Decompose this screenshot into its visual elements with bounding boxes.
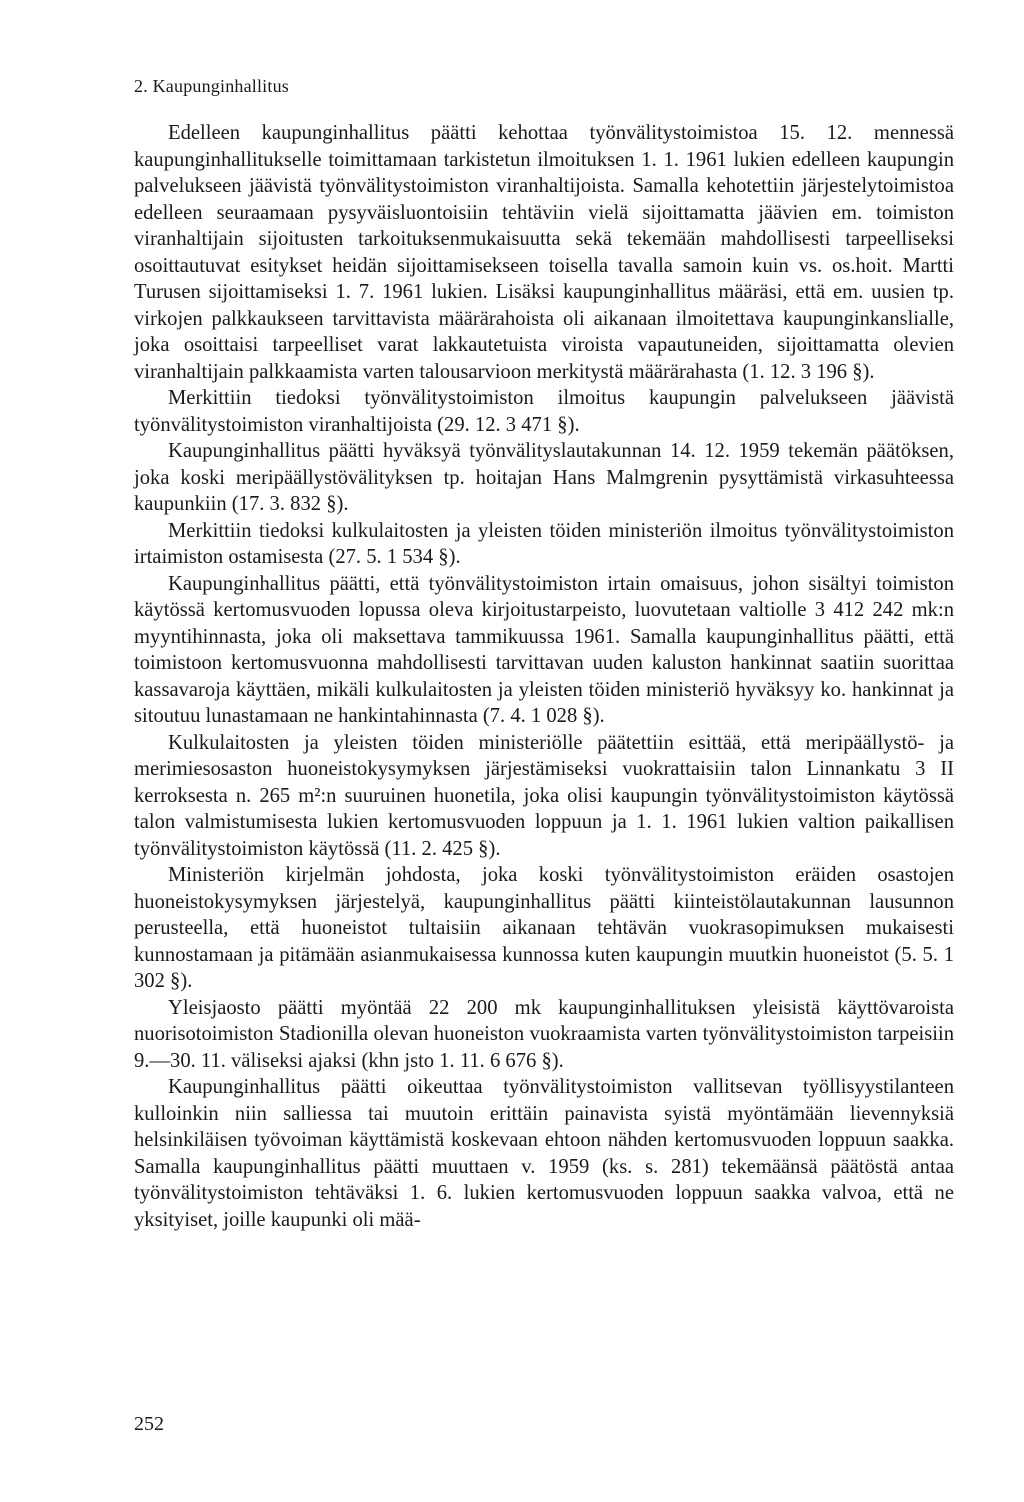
- paragraph: Kaupunginhallitus päätti, että työnvälitystoimiston irtain omaisuus, johon sisältyi toimiston käytössä kertomusvuoden lopussa oleva kirjoitustarpeisto, luovutetaan valtiolle 3 412 242 mk:n myyntihinnasta, joka oli maksettava tammikuussa 1961. Samalla kaupunginhallitus päätti, että toimistoon kertomusvuonna mahdollisesti tarvittavan uuden kaluston hankinnat saatiin suorittaa kassavaroja käyttäen, mikäli kulkulaitosten ja yleisten töiden ministeriö hyväksyy ko. hankinnat ja sitoutuu lunastamaan ne hankintahinnasta (7. 4. 1 028 §).: [134, 572, 954, 727]
- paragraph: Ministeriön kirjelmän johdosta, joka koski työnvälitystoimiston eräiden osastojen huoneistokysymyksen järjestelyä, kaupunginhallitus päätti kiinteistölautakunnan lausunnon perusteella, että huoneistot tultaisiin aikanaan tehtävän vuokrasopimuksen mukaisesti kunnostamaan ja pitämään asianmukaisessa kunnossa kuten kaupungin muutkin huoneistot (5. 5. 1 302 §).: [134, 864, 954, 992]
- paragraph: Kulkulaitosten ja yleisten töiden ministeriölle päätettiin esittää, että meripäällystö- ja merimiesosaston huoneistokysymyksen järjestämiseksi vuokrattaisiin talon Linnankatu 3 II kerroksesta n. 265 m²:n suuruinen huonetila, joka olisi kaupungin työnvälitystoimiston käytössä talon valmistumisesta lukien kertomusvuoden loppuun ja 1. 1. 1961 lukien valtion paikallisen työnvälitystoimiston käytössä (11. 2. 425 §).: [134, 731, 954, 860]
- paragraph: Yleisjaosto päätti myöntää 22 200 mk kaupunginhallituksen yleisistä käyttövaroista nuorisotoimiston Stadionilla olevan huoneiston vuokraamista varten työnvälitystoimiston tarpeisiin 9.—30. 11. väliseksi ajaksi (khn jsto 1. 11. 6 676 §).: [134, 996, 954, 1072]
- paragraph: Merkittiin tiedoksi kulkulaitosten ja yleisten töiden ministeriön ilmoitus työnvälitystoimiston irtaimiston ostamisesta (27. 5. 1 534 §).: [134, 519, 954, 568]
- running-header: 2. Kaupunginhallitus: [134, 76, 289, 96]
- paragraph: Kaupunginhallitus päätti hyväksyä työnvälityslautakunnan 14. 12. 1959 tekemän päätöksen, joka koski meripäällystövälityksen tp. hoitajan Hans Malmgrenin pysyttämistä virkasuhteessa kaupunkiin (17. 3. 832 §).: [134, 440, 954, 515]
- page-number: 252: [134, 1413, 164, 1435]
- body-text: [134, 120, 954, 1233]
- paragraph: Edelleen kaupunginhallitus päätti kehottaa työnvälitystoimistoa 15. 12. mennessä kaupunginhallitukselle toimittamaan tarkistetun ilmoituksen 1. 1. 1961 lukien edelleen kaupungin palvelukseen jäävistä työnvälitystoimiston viranhaltijoista. Samalla kehotettiin järjestelytoimistoa edelleen seuraamaan pysyväisluontoisiin tehtäviin vielä sijoittamatta jäävien em. toimiston viranhaltijain sijoitusten tarkoituksenmukaisuutta sekä tekemään mahdollisesti tarpeelliseksi osoittautuvat esitykset heidän sijoittamisekseen toisella tavalla samoin kuin vs. os.hoit. Martti Turusen sijoittamiseksi 1. 7. 1961 lukien. Lisäksi kaupunginhallitus määräsi, että em. uusien tp. virkojen palkkaukseen tarvittavista määrärahoista oli aikanaan ilmoitettava kaupunginkanslialle, joka osoittaisi tarpeelliset varat lakkautetuista viroista vapautuneiden, sijoittamatta olevien viranhaltijain palkkaamista varten talousarvioon merkitystä määrärahasta (1. 12. 3 196 §).: [134, 122, 954, 383]
- paragraph: Merkittiin tiedoksi työnvälitystoimiston ilmoitus kaupungin palvelukseen jäävistä työnvälitystoimiston viranhaltijoista (29. 12. 3 471 §).: [134, 387, 954, 436]
- paragraph: Kaupunginhallitus päätti oikeuttaa työnvälitystoimiston vallitsevan työllisyystilanteen kulloinkin niin salliessa tai muutoin erittäin painavista syistä myöntämään lievennyksiä helsinkiläisen työvoiman käyttämistä koskevaan ehtoon nähden kertomusvuoden loppuun saakka. Samalla kaupunginhallitus päätti muuttaen v. 1959 (ks. s. 281) tekemäänsä päätöstä antaa työnvälitystoimiston tehtäväksi 1. 6. lukien kertomusvuoden loppuun saakka valvoa, että ne yksityiset, joille kaupunki oli mää-: [134, 1076, 954, 1231]
